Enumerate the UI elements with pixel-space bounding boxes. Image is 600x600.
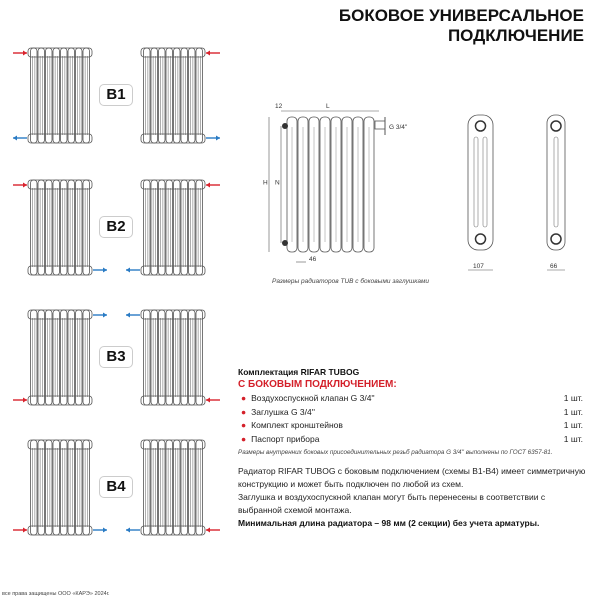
- flow-arrow-icon: [206, 183, 220, 188]
- flow-arrow-icon: [126, 313, 140, 318]
- thread-label: G 3/4'': [389, 124, 408, 131]
- kit-subtitle: С БОКОВЫМ ПОДКЛЮЧЕНИЕМ:: [238, 379, 397, 390]
- page-title: [339, 6, 584, 46]
- bullet-icon: ●: [241, 420, 247, 430]
- kit-section: [238, 367, 588, 456]
- flow-arrow-icon: [93, 528, 107, 533]
- kit-item-name: Заглушка G 3/4'': [251, 406, 315, 417]
- kit-title: Комплектация RIFAR TUBOG: [238, 367, 360, 377]
- flow-arrow-icon: [206, 528, 220, 533]
- kit-item-qty: 1 шт.: [563, 420, 583, 430]
- dim-46: 46: [309, 256, 317, 263]
- dim-107: 107: [473, 263, 484, 270]
- kit-item-name: Паспорт прибора: [251, 433, 320, 444]
- bullet-icon: ●: [241, 406, 247, 417]
- flow-arrow-icon: [206, 51, 220, 56]
- flow-arrow-icon: [13, 183, 27, 188]
- flow-arrow-icon: [93, 313, 107, 318]
- kit-item-qty: 1 шт.: [563, 393, 583, 403]
- kit-item-qty: 1 шт.: [563, 406, 583, 417]
- bullet-icon: ●: [241, 433, 247, 444]
- flow-arrow-icon: [93, 268, 107, 273]
- connection-schemes: [0, 0, 230, 560]
- bullet-icon: ●: [241, 393, 247, 403]
- flow-arrow-icon: [13, 528, 27, 533]
- dim-h: H: [263, 179, 268, 187]
- title-line-1: БОКОВОЕ УНИВЕРСАЛЬНОЕ: [338, 6, 584, 25]
- dim-l: L: [326, 103, 330, 110]
- kit-footnote: Размеры внутренних боковых присоединительных резьб радиатора G 3/4'' выполнены по ГОСТ 6357-81.: [238, 449, 553, 456]
- flow-arrow-icon: [126, 268, 140, 273]
- kit-item: [238, 392, 588, 406]
- description-p1: Радиатор RIFAR TUBOG с боковым подключением (схемы B1-B4) имеет симметричную конструкцию и может быть подключен по любой из схем.: [238, 466, 586, 489]
- flow-arrow-icon: [13, 136, 27, 141]
- kit-item: [238, 419, 588, 433]
- kit-item-name: Комплект кронштейнов: [251, 420, 343, 430]
- flow-arrow-icon: [206, 136, 220, 141]
- description: [238, 465, 588, 530]
- scheme-label: B4: [99, 476, 133, 498]
- flow-arrow-icon: [13, 398, 27, 403]
- copyright-footer: все права защищены ООО «КАРЭ» 2024г.: [2, 591, 110, 597]
- flow-arrow-icon: [206, 398, 220, 403]
- kit-item: [238, 433, 588, 447]
- dimension-drawing: [255, 95, 595, 280]
- drawing-caption: Размеры радиаторов TUB с боковыми заглушками: [272, 278, 430, 285]
- description-p2: Заглушка и воздухоспускной клапан могут быть перенесены в соответствии с выбранной схемой монтажа.: [238, 492, 546, 515]
- scheme-label: B1: [99, 84, 133, 106]
- flow-arrow-icon: [13, 51, 27, 56]
- description-p3: Минимальная длина радиатора – 98 мм (2 секции) без учета арматуры.: [238, 518, 540, 528]
- kit-item-qty: 1 шт.: [563, 433, 583, 444]
- flow-arrow-icon: [126, 528, 140, 533]
- dim-n: N: [275, 179, 280, 187]
- dim-66: 66: [550, 263, 558, 270]
- kit-item: [238, 406, 588, 420]
- scheme-label: B2: [99, 216, 133, 238]
- scheme-label: B3: [99, 346, 133, 368]
- title-line-2: ПОДКЛЮЧЕНИЕ: [447, 26, 584, 45]
- dim-12: 12: [275, 103, 283, 110]
- kit-item-name: Воздухоспускной клапан G 3/4'': [251, 393, 375, 403]
